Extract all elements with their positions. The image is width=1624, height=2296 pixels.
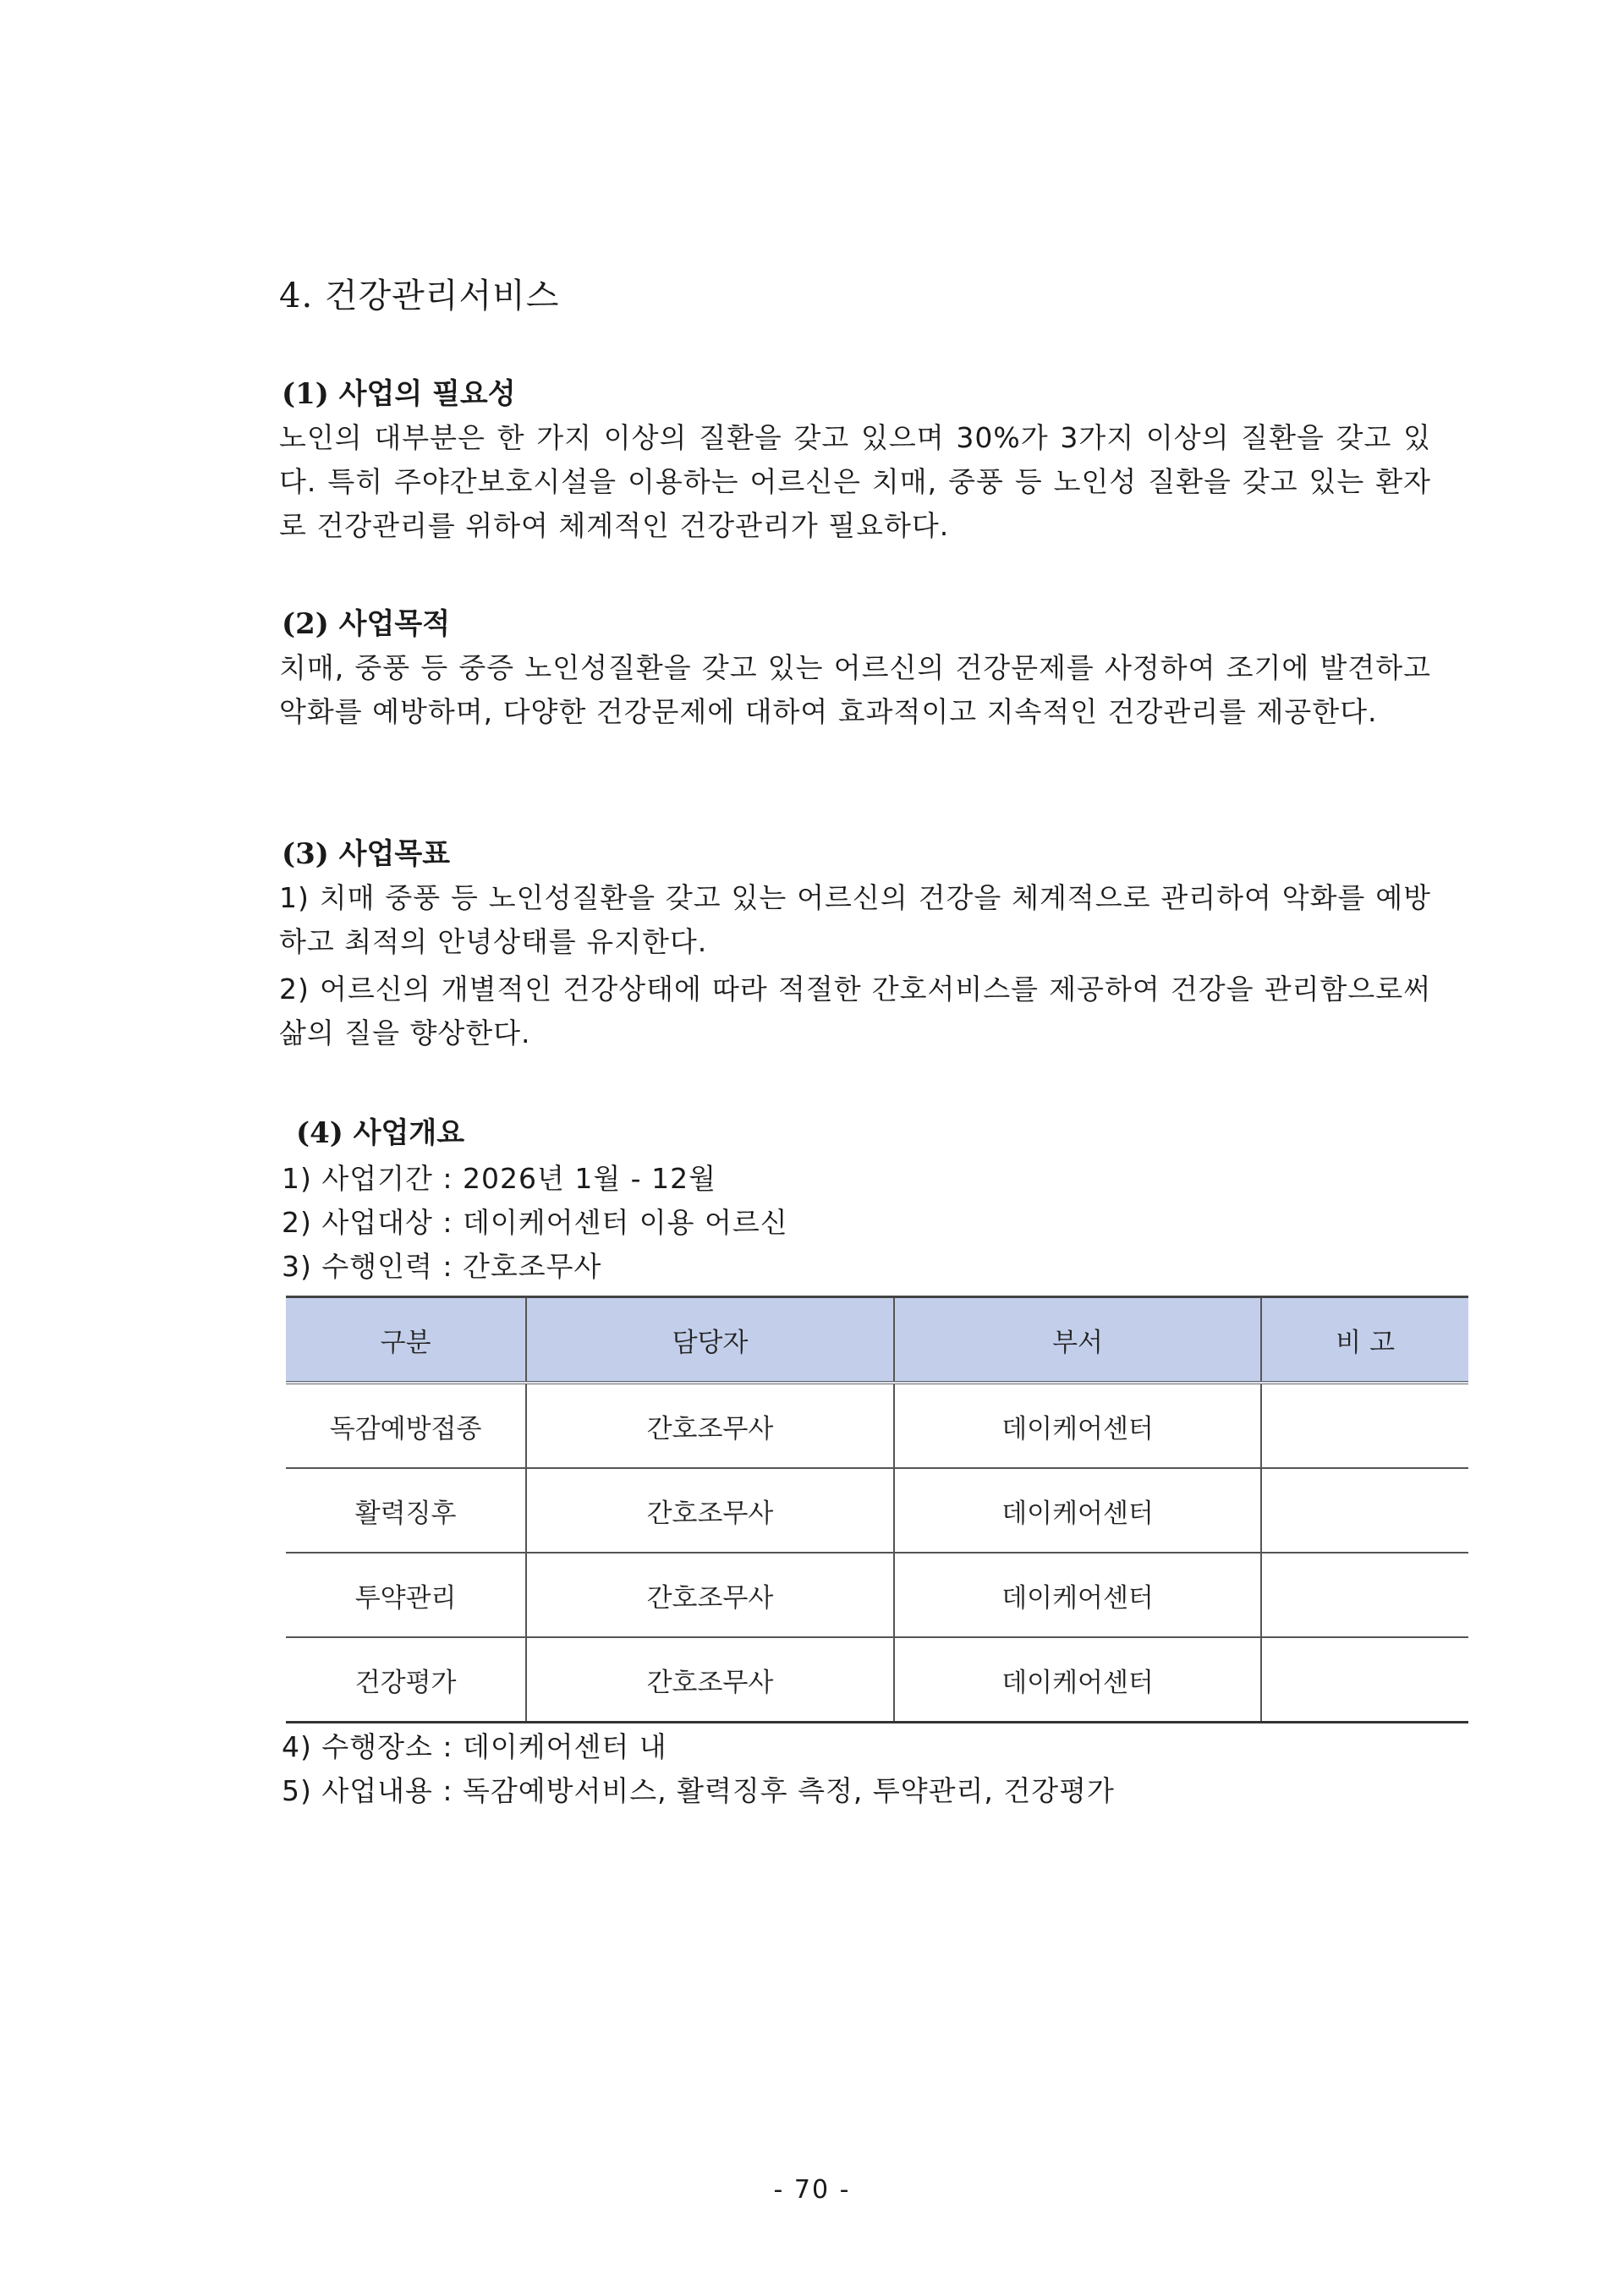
table-cell: 간호조무사: [526, 1637, 894, 1723]
table-row: [286, 1553, 1468, 1637]
table-header-row: [286, 1297, 1468, 1384]
table-cell: 간호조무사: [526, 1468, 894, 1553]
table-header: 비 고: [1261, 1297, 1468, 1384]
table-cell: 활력징후: [286, 1468, 526, 1553]
table-cell: [1261, 1553, 1468, 1637]
paragraph-purpose: 치매, 중풍 등 중증 노인성질환을 갖고 있는 어르신의 건강문제를 사정하여 조기에 발견하고 악화를 예방하며, 다양한 건강문제에 대하여 효과적이고 지속적인 건강관리를 제공한다.: [279, 651, 1431, 728]
table-cell: [1261, 1637, 1468, 1723]
overview-location: 4) 수행장소 : 데이케어센터 내: [282, 1730, 667, 1763]
table-cell: 데이케어센터: [894, 1468, 1262, 1553]
table-cell: [1261, 1468, 1468, 1553]
overview-staff: 3) 수행인력 : 간호조무사: [282, 1250, 602, 1283]
goal-item-2: 2) 어르신의 개별적인 건강상태에 따라 적절한 간호서비스를 제공하여 건강을 관리함으로써 삶의 질을 향상한다.: [279, 973, 1431, 1049]
staff-table: [286, 1296, 1468, 1723]
table-row: [286, 1637, 1468, 1723]
table-header: 구분: [286, 1297, 526, 1384]
goal-item-1: 1) 치매 중풍 등 노인성질환을 갖고 있는 어르신의 건강을 체계적으로 관리하여 악화를 예방하고 최적의 안녕상태를 유지한다.: [279, 881, 1431, 958]
page-number: - 70 -: [773, 2175, 851, 2205]
table-cell: 투약관리: [286, 1553, 526, 1637]
table-row: [286, 1383, 1468, 1468]
overview-target: 2) 사업대상 : 데이케어센터 이용 어르신: [282, 1206, 788, 1239]
table-cell: 독감예방접종: [286, 1383, 526, 1468]
table-cell: 데이케어센터: [894, 1553, 1262, 1637]
table-cell: 데이케어센터: [894, 1637, 1262, 1723]
heading-purpose: (2) 사업목적: [282, 607, 451, 641]
table-cell: 간호조무사: [526, 1553, 894, 1637]
heading-goals: (3) 사업목표: [282, 837, 451, 871]
heading-overview: (4) 사업개요: [296, 1116, 465, 1150]
paragraph-necessity: 노인의 대부분은 한 가지 이상의 질환을 갖고 있으며 30%가 3가지 이상의 질환을 갖고 있다. 특히 주야간보호시설을 이용하는 어르신은 치매, 중풍 등 노인성 질환을 갖고 있는 환자로 건강관리를 위하여 체계적인 건강관리가 필요하다.: [279, 421, 1431, 542]
table-cell: [1261, 1383, 1468, 1468]
table-cell: 데이케어센터: [894, 1383, 1262, 1468]
section-title: 4. 건강관리서비스: [279, 277, 560, 315]
table-header: 부서: [894, 1297, 1262, 1384]
heading-necessity: (1) 사업의 필요성: [282, 377, 516, 411]
table-cell: 건강평가: [286, 1637, 526, 1723]
overview-content: 5) 사업내용 : 독감예방서비스, 활력징후 측정, 투약관리, 건강평가: [282, 1774, 1115, 1807]
overview-period: 1) 사업기간 : 2026년 1월 - 12월: [282, 1162, 716, 1195]
table-header: 담당자: [526, 1297, 894, 1384]
table-row: [286, 1468, 1468, 1553]
table-cell: 간호조무사: [526, 1383, 894, 1468]
